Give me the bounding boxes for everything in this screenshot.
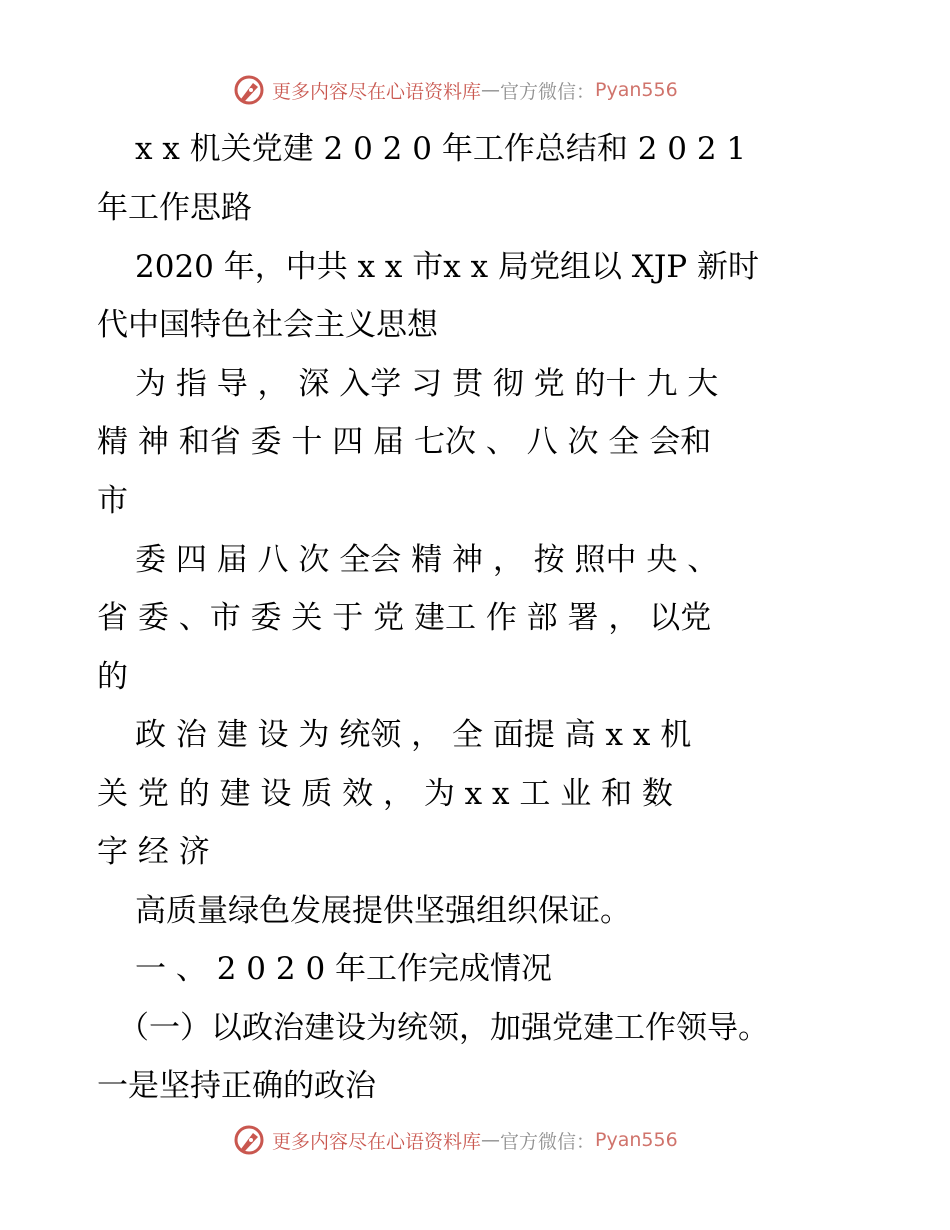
title-line-1 xyxy=(135,127,832,171)
paragraph-line: 精 神 和省 委 十 四 届 七次 、 八 次 全 会和 xyxy=(97,424,712,460)
watermark-wechat-id: Pyan556 xyxy=(595,1129,678,1151)
watermark-header xyxy=(232,72,678,108)
paragraph-line: 2020 年，中共 x x 市x x 局党组以 XJP 新时 xyxy=(135,249,760,285)
section-heading: 一 、 2 0 2 0 年工作完成情况 xyxy=(135,951,553,987)
pen-nib-icon xyxy=(232,1123,266,1157)
watermark-separator: — xyxy=(481,79,501,101)
subsection-heading: （一）以政治建设为统领，加强党建工作领导。 xyxy=(118,1010,769,1046)
paragraph-line: 一是坚持正确的政治 xyxy=(97,1068,376,1104)
paragraph-line: 政 治 建 设 为 统领 ， 全 面提 高 x x 机 xyxy=(135,717,692,753)
paragraph-line: 代中国特色社会主义思想 xyxy=(97,307,438,343)
paragraph-line: 高质量绿色发展提供坚强组织保证。 xyxy=(135,893,631,929)
watermark-separator: — xyxy=(481,1129,501,1151)
watermark-wechat-id: Pyan556 xyxy=(595,79,678,101)
watermark-site-name: 更多内容尽在心语资料库 xyxy=(272,1130,482,1153)
watermark-wechat-label: 官方微信： xyxy=(500,1130,596,1153)
paragraph-line: 为 指 导 ， 深 入学 习 贯 彻 党 的十 九 大 xyxy=(135,366,719,402)
watermark-wechat-label: 官方微信： xyxy=(500,80,596,103)
watermark-site-name: 更多内容尽在心语资料库 xyxy=(272,80,482,103)
paragraph-line: 省 委 、市 委 关 于 党 建工 作 部 署 ， 以党 xyxy=(97,600,712,636)
title-line-2: 年工作思路 xyxy=(97,190,252,226)
pen-nib-icon xyxy=(232,73,266,107)
watermark-footer xyxy=(232,1122,678,1158)
paragraph-line: 关 党 的 建 设 质 效 ， 为 x x 工 业 和 数 xyxy=(97,776,673,812)
paragraph-line: 市 xyxy=(97,483,128,519)
text-segment: x x 机关党建 2 0 2 0 年工作总结和 2 0 2 1 xyxy=(135,131,747,167)
paragraph-line: 委 四 届 八 次 全会 精 神 ， 按 照中 央 、 xyxy=(135,542,719,578)
paragraph-line: 的 xyxy=(97,659,128,695)
paragraph-line: 字 经 济 xyxy=(97,834,210,870)
